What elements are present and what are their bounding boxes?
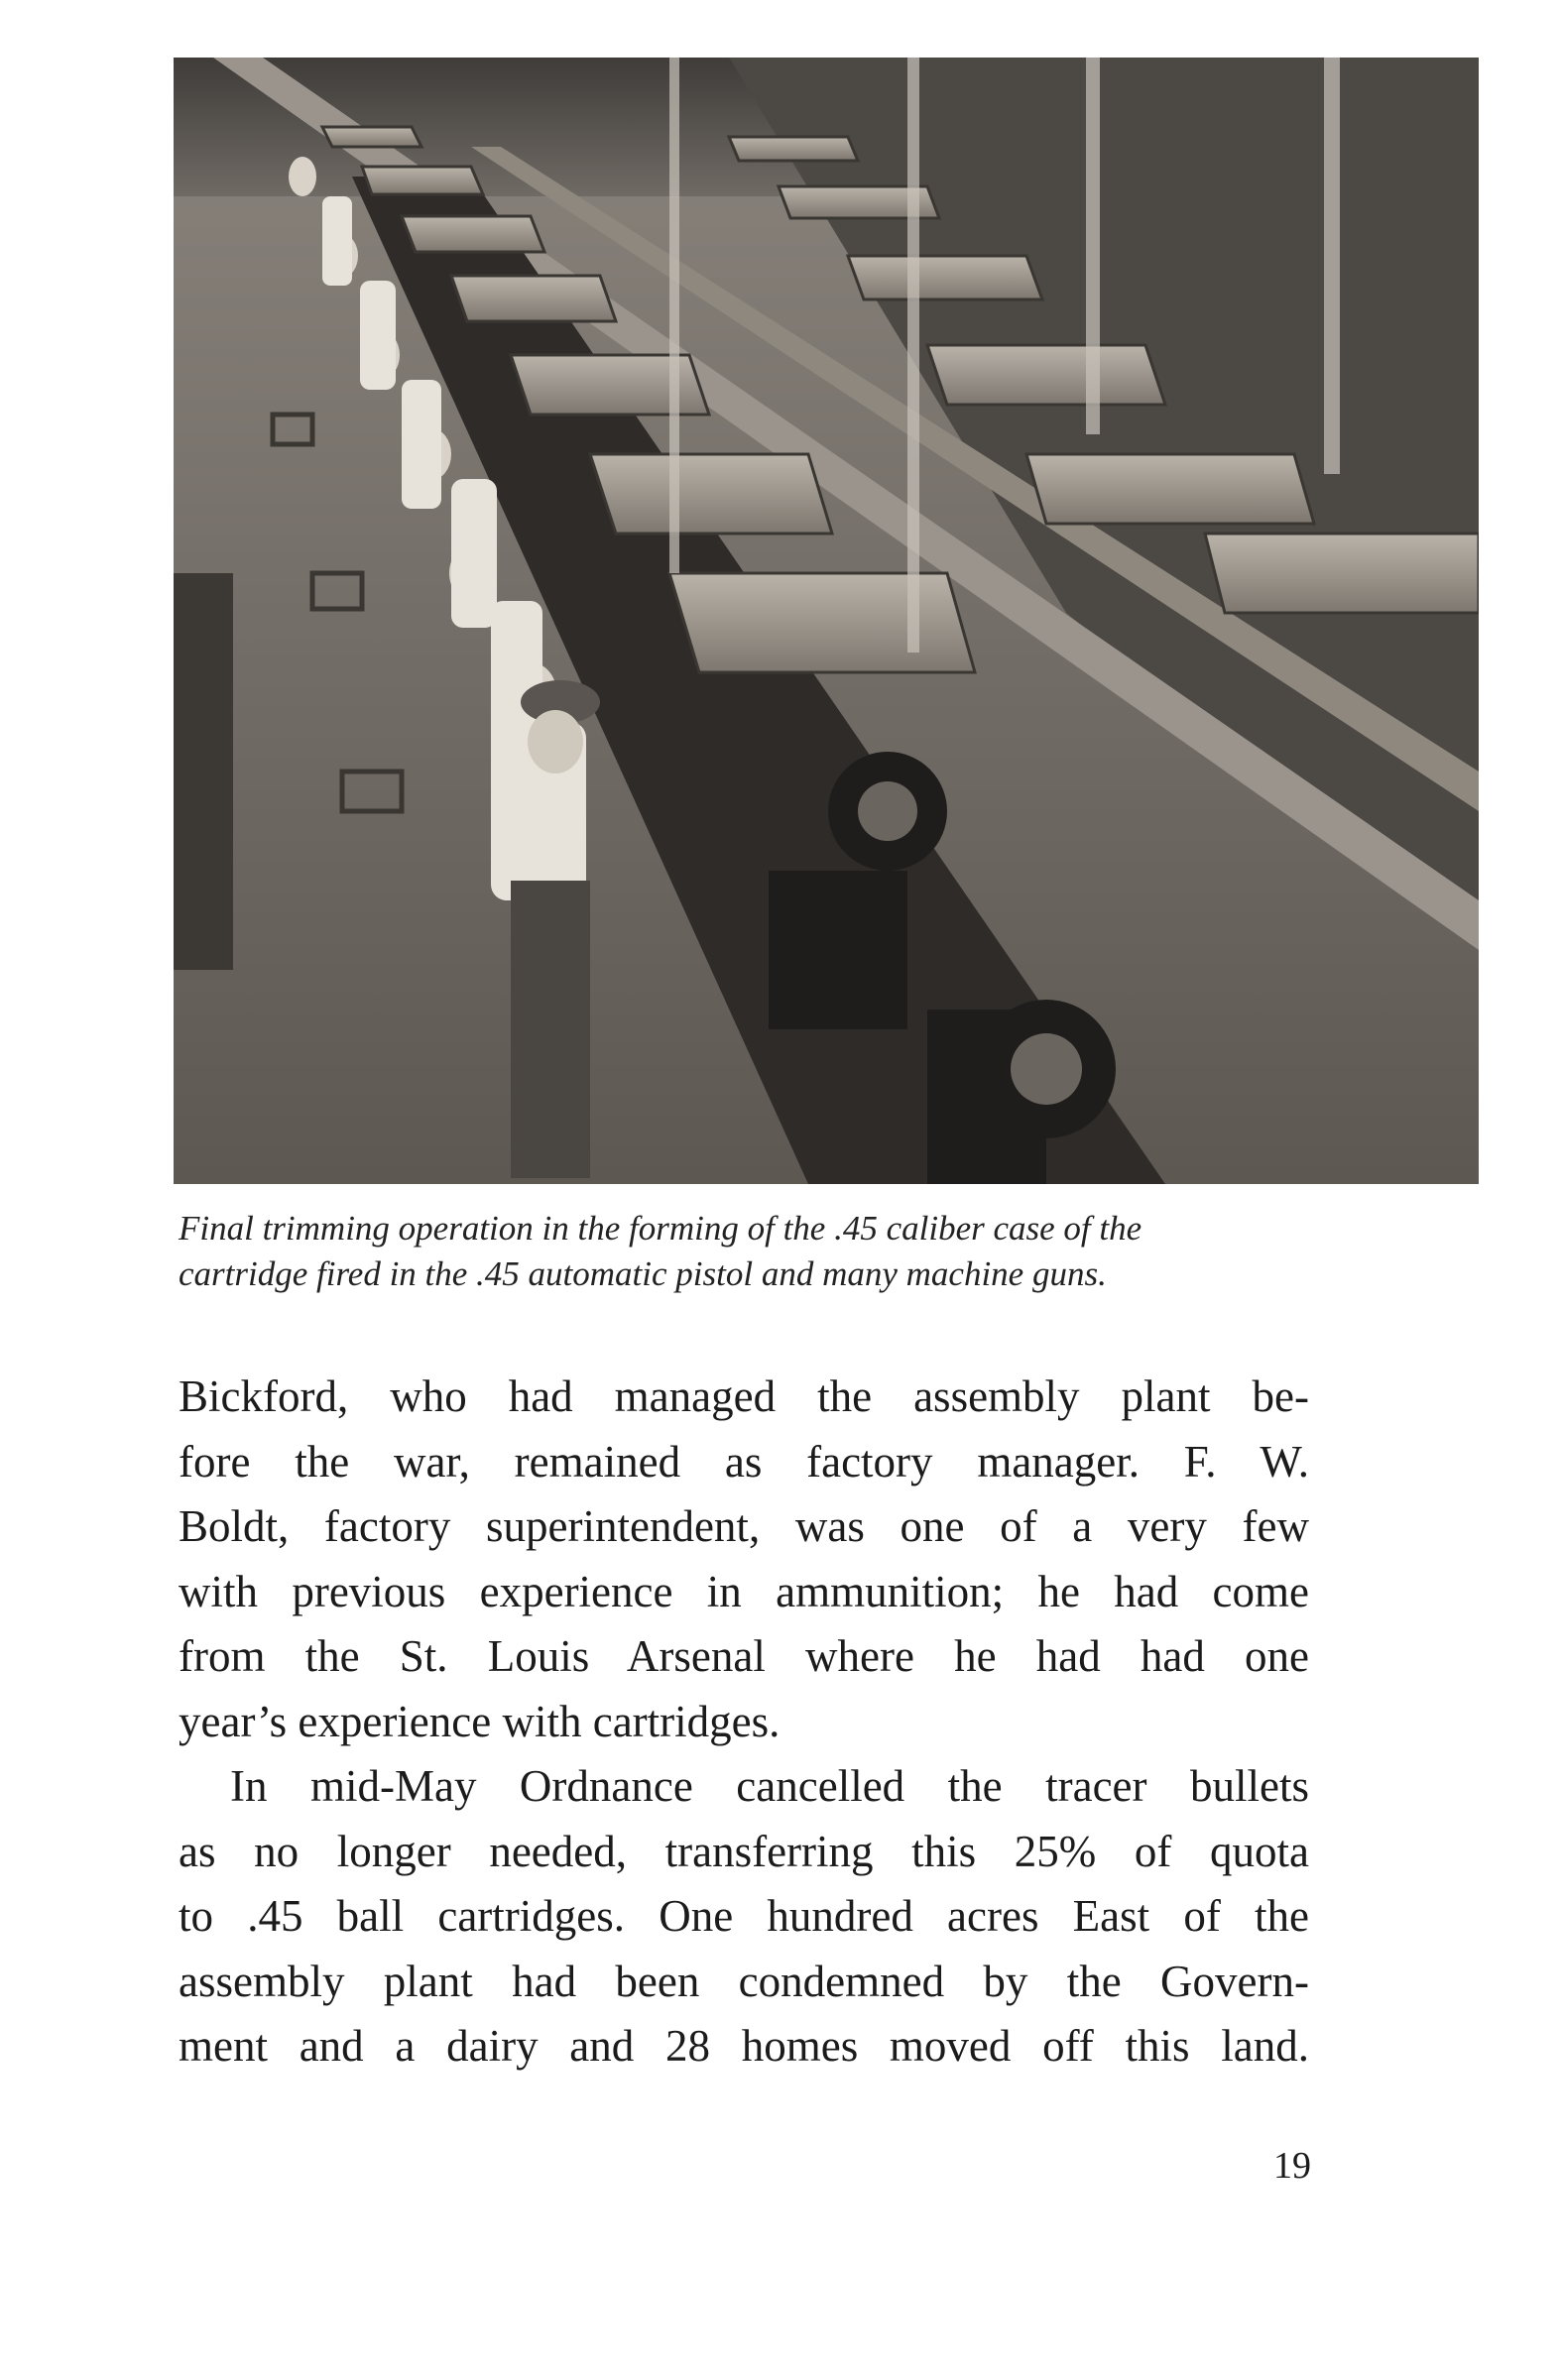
factory-photo-icon: [174, 58, 1479, 1184]
paragraph-2-line: to .45 ball cartridges. One hundred acres East of the: [179, 1891, 1309, 1941]
paragraph-2-line: assembly plant had been condemned by the Govern-: [179, 1956, 1309, 2006]
photo-caption: [179, 1206, 1488, 1297]
paragraph-2-line: ment and a dairy and 28 homes moved off this land.: [179, 2021, 1309, 2071]
paragraph-1-line: with previous experience in ammunition; he had come: [179, 1566, 1309, 1616]
paragraph-2-line: as no longer needed, transferring this 25% of quota: [179, 1826, 1309, 1876]
page-number: 19: [1273, 2145, 1311, 2187]
paragraph-1-line: Boldt, factory superintendent, was one of a very few: [179, 1501, 1309, 1551]
paragraph-1-line: fore the war, remained as factory manager. F. W.: [179, 1436, 1309, 1487]
paragraph-1-line: year’s experience with cartridges.: [179, 1696, 781, 1746]
paragraph-1-line: Bickford, who had managed the assembly plant be-: [179, 1371, 1309, 1421]
caption-line: Final trimming operation in the forming of the .45 caliber case of the: [179, 1209, 1142, 1248]
caption-line: cartridge fired in the .45 automatic pistol and many machine guns.: [179, 1254, 1107, 1293]
paragraph-1-line: from the St. Louis Arsenal where he had had one: [179, 1631, 1309, 1681]
body-text: [179, 1365, 1309, 2080]
paragraph-2-line: In mid-May Ordnance cancelled the tracer bullets: [230, 1761, 1309, 1811]
factory-photo: [174, 58, 1479, 1184]
